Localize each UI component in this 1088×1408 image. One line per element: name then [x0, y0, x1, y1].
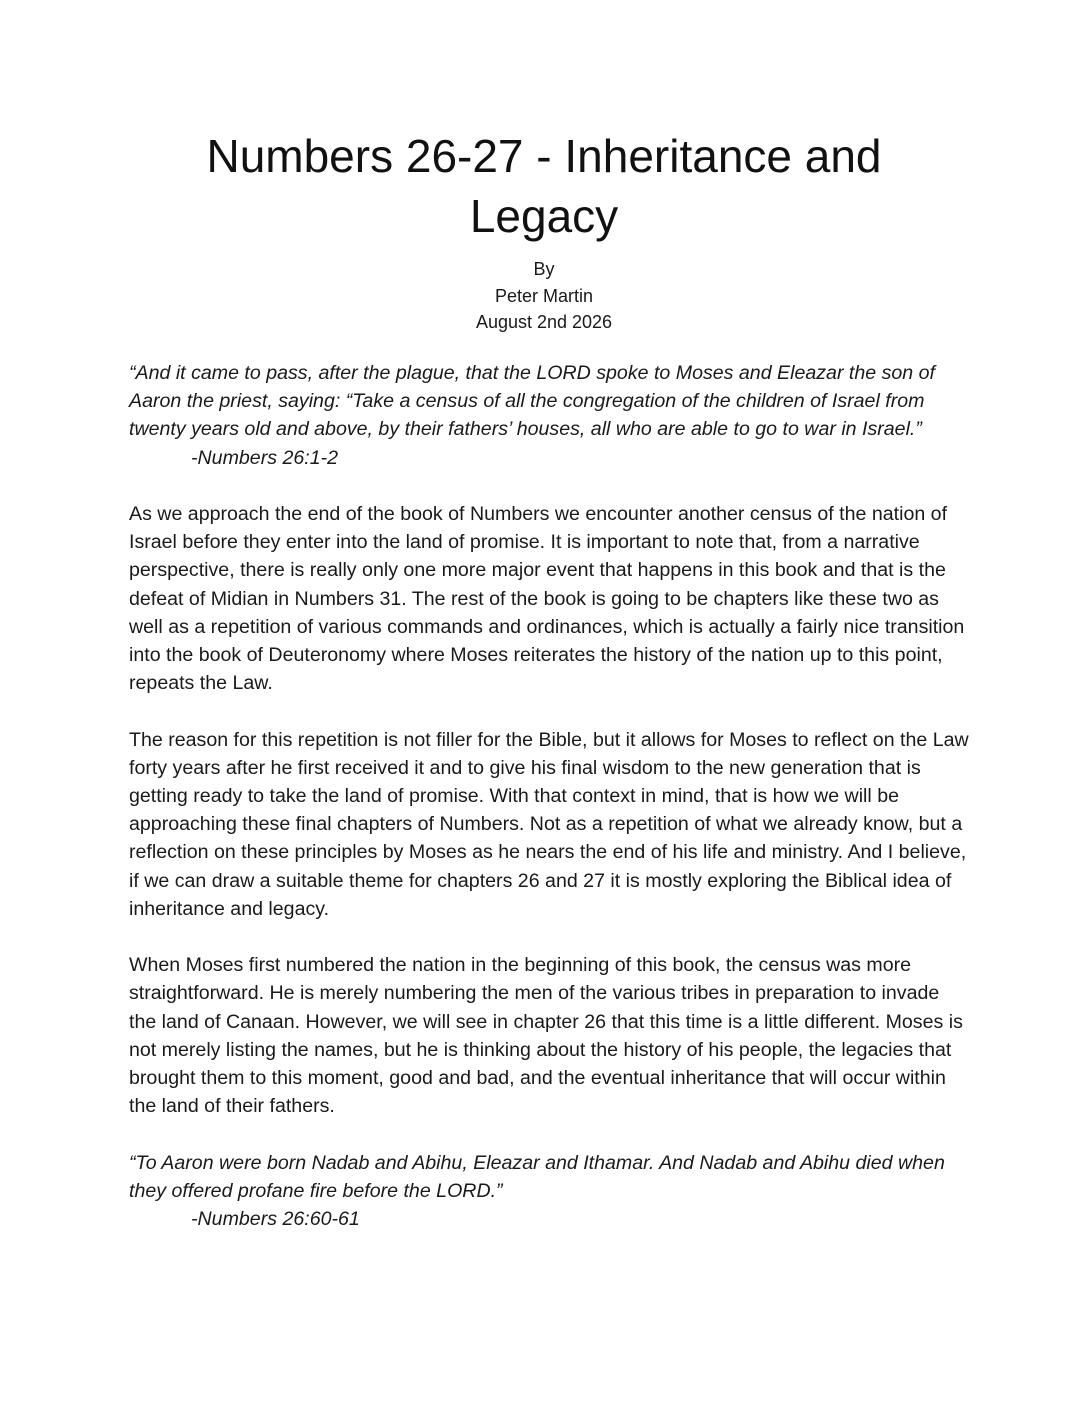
document-body — [129, 359, 969, 1233]
paragraph-spacer — [129, 1120, 969, 1148]
byline-by: By — [533, 259, 555, 279]
byline-author: Peter Martin — [494, 285, 594, 306]
document-title: Numbers 26-27 - Inheritance and Legacy — [206, 130, 882, 242]
scripture-quote: “To Aaron were born Nadab and Abihu, Eleazar and Ithamar. And Nadab and Abihu died when they offered profane fire before the LORD.” — [129, 1151, 945, 1202]
paragraph-spacer — [129, 923, 969, 951]
scripture-citation: -Numbers 26:60-61 — [191, 1208, 360, 1231]
body-paragraph: When Moses first numbered the nation in the beginning of this book, the census was more straightforward. He is merely numbering the men of the various tribes in preparation to invade the land of Canaan. However, we will see in chapter 26 that this time is a little different. Moses is not merely listing the names, but he is thinking about the history of his people, the legacies that brought them to this moment, good and bad, and the eventual inheritance that will occur within the land of their fathers. — [129, 954, 963, 1118]
paragraph-spacer — [129, 697, 969, 725]
byline-date: August 2nd 2026 — [475, 312, 613, 332]
paragraph-spacer — [129, 472, 969, 500]
scripture-citation: -Numbers 26:1-2 — [191, 446, 339, 469]
scripture-quote: “And it came to pass, after the plague, that the LORD spoke to Moses and Eleazar the son of Aaron the priest, saying: “Take a census of all the congregation of the children of Israel from twenty years old and above, by their fathers’ houses, all who are able to go to war in Israel.” — [129, 362, 935, 441]
body-paragraph: As we approach the end of the book of Numbers we encounter another census of the nation of Israel before they enter into the land of promise. It is important to note that, from a narrative perspective, there is really only one more major event that happens in this book and that is the defeat of Midian in Numbers 31. The rest of the book is going to be chapters like these two as well as a repetition of various commands and ordinances, which is actually a fairly nice transition into the book of Deuteronomy where Moses reiterates the history of the nation up to this point, repeats the Law. — [129, 503, 965, 695]
body-paragraph: The reason for this repetition is not filler for the Bible, but it allows for Moses to reflect on the Law forty years after he first received it and to give his final wisdom to the new generation that is getting ready to take the land of promise. With that context in mind, that is how we will be approaching these final chapters of Numbers. Not as a repetition of what we already know, but a reflection on these principles by Moses as he nears the end of his life and ministry. And I believe, if we can draw a suitable theme for chapters 26 and 27 it is mostly exploring the Biblical idea of inheritance and legacy. — [129, 728, 969, 920]
byline — [130, 256, 958, 336]
